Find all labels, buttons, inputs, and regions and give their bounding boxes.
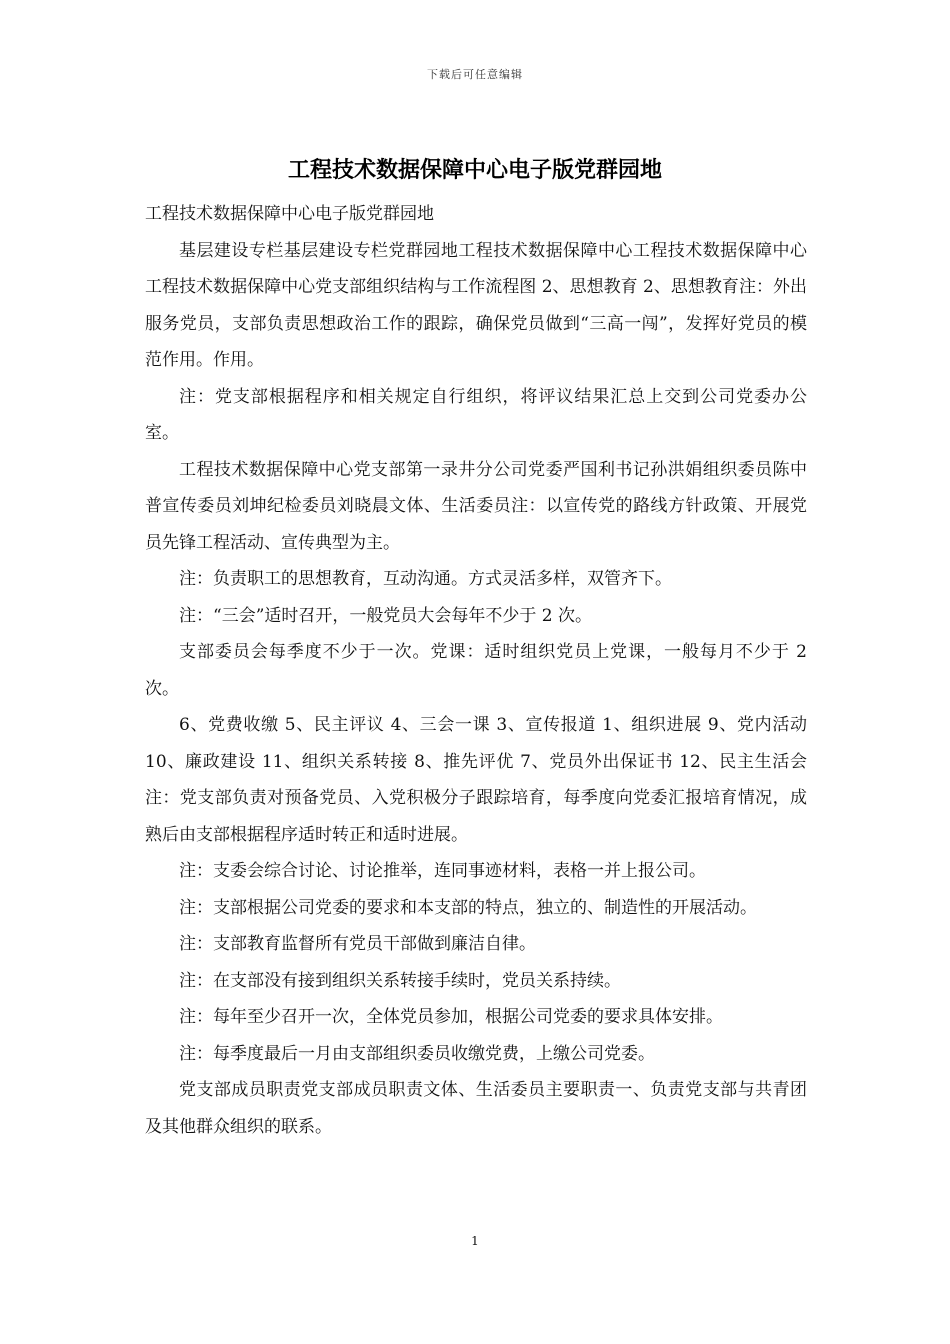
- document-title: 工程技术数据保障中心电子版党群园地: [287, 158, 662, 183]
- document-body: [145, 196, 807, 1145]
- body-paragraph: 支部委员会每季度不少于一次。党课：适时组织党员上党课，一般每月不少于 2 次。: [145, 642, 807, 699]
- body-paragraph: 注：党支部根据程序和相关规定自行组织，将评议结果汇总上交到公司党委办公室。: [145, 386, 807, 443]
- header-note: 下载后可任意编辑: [427, 68, 523, 81]
- body-paragraph: 工程技术数据保障中心党支部第一录井分公司党委严国利书记孙洪娟组织委员陈中普宣传委员刘坤纪检委员刘晓晨文体、生活委员注：以宣传党的路线方针政策、开展党员先锋工程活动、宣传典型为主。: [145, 459, 807, 553]
- body-paragraph: 注：每年至少召开一次，全体党员参加，根据公司党委的要求具体安排。: [179, 1007, 723, 1027]
- body-paragraph: 注：“三会”适时召开，一般党员大会每年不少于 2 次。: [179, 605, 593, 626]
- body-paragraph: 注：支部根据公司党委的要求和本支部的特点，独立的、制造性的开展活动。: [179, 897, 757, 918]
- body-paragraph: 注：每季度最后一月由支部组织委员收缴党费，上缴公司党委。: [179, 1043, 655, 1064]
- body-paragraph: 党支部成员职责党支部成员职责文体、生活委员主要职责一、负责党支部与共青团及其他群众组织的联系。: [145, 1080, 807, 1137]
- body-paragraph: 注：在支部没有接到组织关系转接手续时，党员关系持续。: [179, 970, 621, 991]
- body-paragraph: 注：负责职工的思想教育，互动沟通。方式灵活多样，双管齐下。: [179, 569, 672, 589]
- body-paragraph: 注：支部教育监督所有党员干部做到廉洁自律。: [179, 934, 536, 954]
- page-number: 1: [471, 1234, 479, 1248]
- body-paragraph: 基层建设专栏基层建设专栏党群园地工程技术数据保障中心工程技术数据保障中心工程技术数据保障中心党支部组织结构与工作流程图 2、思想教育 2、思想教育注：外出服务党员，支部负责思想政治工作的跟踪，确保党员做到“三高一闯”，发挥好党员的模范作用。作用。: [145, 240, 807, 370]
- body-paragraph: 工程技术数据保障中心电子版党群园地: [145, 204, 434, 224]
- body-paragraph: 注：支委会综合讨论、讨论推举，连同事迹材料，表格一并上报公司。: [179, 861, 706, 881]
- body-paragraph: 6、党费收缴 5、民主评议 4、三会一课 3、宣传报道 1、组织进展 9、党内活动 10、廉政建设 11、组织关系转接 8、推先评优 7、党员外出保证书 12、民主生活会注：党支部负责对预备党员、入党积极分子跟踪培育，每季度向党委汇报培育情况，成熟后由支部根据程序适时转正和适时进展。: [145, 715, 807, 845]
